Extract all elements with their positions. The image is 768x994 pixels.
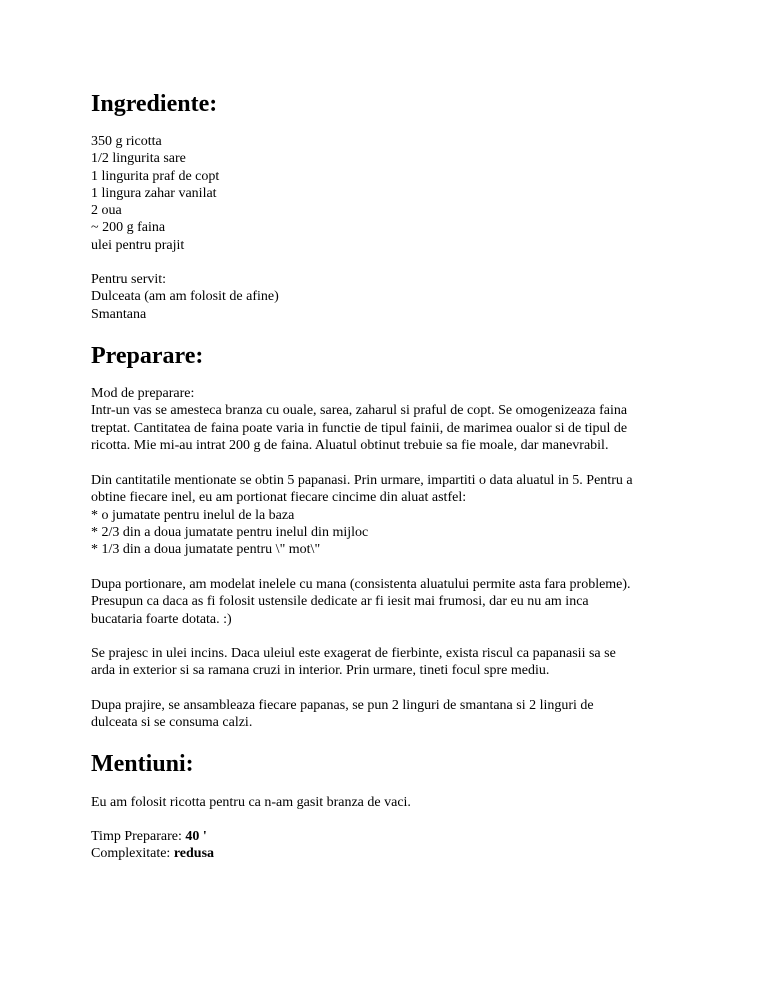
preparation-heading: Preparare: (91, 343, 204, 369)
text-line: treptat. Cantitatea de faina poate varia in functie de tipul fainii, de marimea oualor si de tipul de (91, 420, 628, 436)
preparation-paragraph (91, 472, 691, 558)
serving-item: Smantana (91, 306, 147, 322)
text-line: Dupa prajire, se ansambleaza fiecare papanas, se pun 2 linguri de smantana si 2 linguri de (91, 698, 594, 713)
notes-text (91, 794, 691, 811)
ingredients-heading: Ingrediente: (91, 91, 218, 117)
complexity-label: Complexitate: (91, 846, 174, 862)
prep-time (91, 828, 691, 845)
recipe-meta (91, 828, 691, 863)
ingredient-item: ulei pentru prajit (91, 237, 185, 253)
serving-label: Pentru servit: (91, 272, 167, 287)
text-line: Din cantitatile mentionate se obtin 5 papanasi. Prin urmare, impartiti o data aluatul in 5. Pentru a (91, 473, 633, 488)
text-line: Dupa portionare, am modelat inelele cu mana (consistenta aluatului permite asta fara probleme). (91, 577, 631, 592)
complexity (91, 845, 691, 862)
preparation-paragraph (91, 697, 691, 732)
text-line: * o jumatate pentru inelul de la baza (91, 507, 295, 523)
prep-time-label: Timp Preparare: (91, 829, 186, 844)
text-line: Eu am folosit ricotta pentru ca n-am gasit branza de vaci. (91, 795, 411, 810)
ingredient-item: 1 lingura zahar vanilat (91, 185, 217, 201)
ingredients-list (91, 133, 691, 254)
text-line: Mod de preparare: (91, 386, 195, 401)
text-line: * 2/3 din a doua jumatate pentru inelul din mijloc (91, 524, 369, 540)
prep-time-value: 40 ' (185, 829, 207, 844)
serving-section (91, 271, 691, 323)
text-line: obtine fiecare inel, eu am portionat fiecare cincime din aluat astfel: (91, 490, 467, 506)
text-line: Presupun ca daca as fi folosit ustensile dedicate ar fi iesit mai frumosi, dar eu nu am inca (91, 594, 589, 610)
ingredient-item: ~ 200 g faina (91, 220, 166, 236)
ingredient-item: 1/2 lingurita sare (91, 151, 186, 167)
preparation-paragraph (91, 576, 691, 628)
text-line: bucataria foarte dotata. :) (91, 611, 232, 627)
ingredient-item: 2 oua (91, 203, 122, 219)
text-line: Se prajesc in ulei incins. Daca uleiul este exagerat de fierbinte, exista riscul ca papanasii sa se (91, 646, 616, 661)
notes-heading: Mentiuni: (91, 751, 194, 777)
complexity-value: redusa (173, 846, 215, 862)
ingredient-item: 1 lingurita praf de copt (91, 168, 220, 184)
serving-item: Dulceata (am am folosit de afine) (91, 289, 279, 305)
text-line: arda in exterior si sa ramana cruzi in interior. Prin urmare, tineti focul spre mediu. (91, 663, 550, 679)
ingredient-item: 350 g ricotta (91, 134, 162, 149)
text-line: dulceata si se consuma calzi. (91, 715, 253, 731)
preparation-paragraph (91, 385, 691, 454)
preparation-paragraph (91, 645, 691, 680)
text-line: ricotta. Mie mi-au intrat 200 g de faina. Aluatul obtinut trebuie sa fie moale, dar manevrabil. (91, 437, 609, 453)
text-line: Intr-un vas se amesteca branza cu ouale, sarea, zaharul si praful de copt. Se omogenizeaza faina (91, 403, 628, 419)
text-line: * 1/3 din a doua jumatate pentru \" mot\" (91, 542, 321, 558)
